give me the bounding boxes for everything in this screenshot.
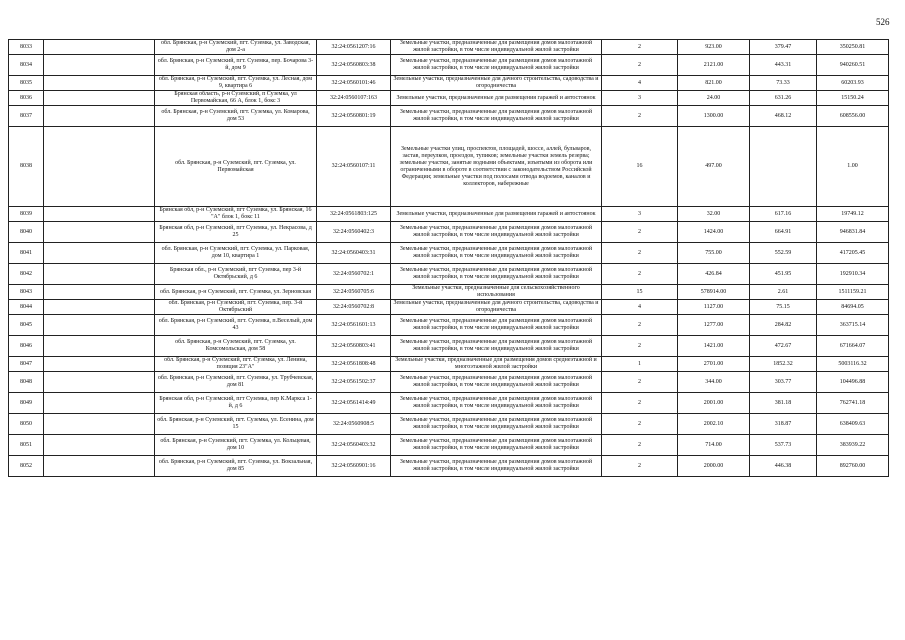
row-spacer	[44, 91, 155, 106]
row-area: 1424.00	[678, 222, 750, 243]
row-specific-value: 443.31	[750, 55, 817, 76]
row-cadastral-number: 32:24:0560803:41	[317, 336, 391, 357]
page-number: 526	[876, 17, 890, 27]
row-address: обл. Брянская, р-н Суземский, пгт. Суземка, ул. Заводская, дом 2-а	[155, 40, 317, 55]
row-address: обл. Брянская, р-н Суземский, пгт. Суземка, ул. Лесная, дом 9, квартира 6	[155, 76, 317, 91]
table-row	[9, 264, 889, 285]
row-cadastral-value: 15150.24	[817, 91, 889, 106]
row-land-use: Земельные участки, предназначенные для размещения домов малоэтажной жилой застройки, в том числе индивидуальной жилой застройки	[391, 456, 602, 477]
row-area: 426.84	[678, 264, 750, 285]
table-row	[9, 76, 889, 91]
table-row	[9, 435, 889, 456]
row-address: Брянская область, р-н Суземский, п Суземка, ул Первомайская, 66 А, блок 1, бокс 3	[155, 91, 317, 106]
table-row	[9, 40, 889, 55]
row-group: 2	[602, 222, 678, 243]
table-row	[9, 393, 889, 414]
row-land-use: Земельные участки, предназначенные для размещения домов малоэтажной жилой застройки, в том числе индивидуальной жилой застройки	[391, 393, 602, 414]
row-cadastral-number: 32:24:0561207:16	[317, 40, 391, 55]
row-address: обл. Брянская, р-н Суземский, пгт. Суземка, ул. Комсомольская, дом 58	[155, 336, 317, 357]
row-cadastral-number: 32:24:0560107:163	[317, 91, 391, 106]
row-land-use: Земельные участки, предназначенные для дачного строительства, садоводства и огородничества	[391, 300, 602, 315]
row-address: обл. Брянская, р-н Суземский, пгт. Суземка, ул. Первомайская	[155, 127, 317, 207]
row-area: 821.00	[678, 76, 750, 91]
row-number: 8036	[9, 91, 44, 106]
row-cadastral-value: 671664.07	[817, 336, 889, 357]
row-cadastral-value: 638409.63	[817, 414, 889, 435]
row-specific-value: 631.26	[750, 91, 817, 106]
table-row	[9, 222, 889, 243]
row-land-use: Земельные участки, предназначенные для размещения гаражей и автостоянок	[391, 207, 602, 222]
row-land-use: Земельные участки, предназначенные для дачного строительства, садоводства и огородничества	[391, 76, 602, 91]
row-specific-value: 472.67	[750, 336, 817, 357]
row-number: 8041	[9, 243, 44, 264]
row-number: 8044	[9, 300, 44, 315]
table-row	[9, 336, 889, 357]
row-specific-value: 303.77	[750, 372, 817, 393]
row-group: 1	[602, 357, 678, 372]
row-land-use: Земельные участки, предназначенные для размещения домов малоэтажной жилой застройки, в том числе индивидуальной жилой застройки	[391, 243, 602, 264]
row-specific-value: 379.47	[750, 40, 817, 55]
row-group: 2	[602, 264, 678, 285]
row-number: 8049	[9, 393, 44, 414]
row-group: 3	[602, 207, 678, 222]
row-cadastral-number: 32:24:0560803:38	[317, 55, 391, 76]
row-specific-value: 284.82	[750, 315, 817, 336]
row-specific-value: 73.33	[750, 76, 817, 91]
row-group: 2	[602, 414, 678, 435]
row-group: 2	[602, 40, 678, 55]
row-land-use: Земельные участки, предназначенные для размещения домов малоэтажной жилой застройки, в том числе индивидуальной жилой застройки	[391, 106, 602, 127]
row-area: 714.00	[678, 435, 750, 456]
row-spacer	[44, 55, 155, 76]
row-spacer	[44, 127, 155, 207]
row-spacer	[44, 372, 155, 393]
row-area: 1300.00	[678, 106, 750, 127]
row-cadastral-number: 32:24:0560403:32	[317, 435, 391, 456]
row-number: 8035	[9, 76, 44, 91]
row-land-use: Земельные участки, предназначенные для размещения домов малоэтажной жилой застройки, в том числе индивидуальной жилой застройки	[391, 435, 602, 456]
row-area: 2121.00	[678, 55, 750, 76]
row-group: 4	[602, 76, 678, 91]
row-cadastral-value: 104496.88	[817, 372, 889, 393]
row-number: 8034	[9, 55, 44, 76]
row-spacer	[44, 264, 155, 285]
row-cadastral-number: 32:24:0560908:5	[317, 414, 391, 435]
row-land-use: Земельные участки, предназначенные для размещения домов малоэтажной жилой застройки, в том числе индивидуальной жилой застройки	[391, 414, 602, 435]
row-cadastral-number: 32:24:0560403:31	[317, 243, 391, 264]
row-spacer	[44, 76, 155, 91]
row-specific-value: 446.38	[750, 456, 817, 477]
row-address: Брянская обл, р-н Суземский, пгт Суземка, ул. Брянская, 16 "А" блок 1, бокс 11	[155, 207, 317, 222]
row-specific-value: 75.15	[750, 300, 817, 315]
table-row	[9, 207, 889, 222]
row-cadastral-value: 363715.14	[817, 315, 889, 336]
row-group: 3	[602, 91, 678, 106]
row-group: 2	[602, 315, 678, 336]
row-area: 923.00	[678, 40, 750, 55]
row-spacer	[44, 414, 155, 435]
row-land-use: Земельные участки, предназначенные для размещения домов малоэтажной жилой застройки, в том числе индивидуальной жилой застройки	[391, 336, 602, 357]
row-address: обл. Брянская, р-н Суземский, пгт. Суземка, ул. Зерновская	[155, 285, 317, 300]
row-number: 8042	[9, 264, 44, 285]
row-cadastral-value: 762741.18	[817, 393, 889, 414]
row-spacer	[44, 40, 155, 55]
row-group: 2	[602, 106, 678, 127]
row-specific-value: 2.61	[750, 285, 817, 300]
row-land-use: Земельные участки, предназначенные для размещения домов малоэтажной жилой застройки, в том числе индивидуальной жилой застройки	[391, 55, 602, 76]
table-row	[9, 127, 889, 207]
row-address: обл. Брянская, р-н Суземский, пгт. Суземка, ул. Ленина, позиция 23"А"	[155, 357, 317, 372]
table-row	[9, 315, 889, 336]
row-area: 2002.10	[678, 414, 750, 435]
row-area: 1277.00	[678, 315, 750, 336]
row-number: 8040	[9, 222, 44, 243]
row-cadastral-value: 946831.84	[817, 222, 889, 243]
row-area: 344.00	[678, 372, 750, 393]
row-address: обл. Брянская, р-н Суземский, пгт. Суземка, ул. Есенина, дом 15	[155, 414, 317, 435]
row-group: 2	[602, 372, 678, 393]
cadastral-value-table	[8, 39, 889, 477]
row-cadastral-number: 32:24:0561808:48	[317, 357, 391, 372]
row-cadastral-value: 940260.51	[817, 55, 889, 76]
row-specific-value: 537.73	[750, 435, 817, 456]
row-cadastral-value: 192910.34	[817, 264, 889, 285]
row-land-use: Земельные участки, предназначенные для размещения домов малоэтажной жилой застройки, в том числе индивидуальной жилой застройки	[391, 222, 602, 243]
row-group: 2	[602, 336, 678, 357]
row-cadastral-value: 417205.45	[817, 243, 889, 264]
row-cadastral-number: 32:24:0560402:3	[317, 222, 391, 243]
row-address: обл. Брянская, р-н Суземский, пгт. Суземка, п.Веселый, дом 43	[155, 315, 317, 336]
row-specific-value: 617.16	[750, 207, 817, 222]
row-number: 8038	[9, 127, 44, 207]
row-spacer	[44, 207, 155, 222]
row-spacer	[44, 336, 155, 357]
row-address: обл. Брянская, р-н Суземский, пгт. Суземка, ул. Трубчевская, дом 81	[155, 372, 317, 393]
row-land-use: Земельные участки, предназначенные для размещения домов малоэтажной жилой застройки, в том числе индивидуальной жилой застройки	[391, 315, 602, 336]
table-row	[9, 91, 889, 106]
table-row	[9, 285, 889, 300]
row-area: 1421.00	[678, 336, 750, 357]
row-address: обл. Брянская, р-н Суземский, пгт. Суземка, ул. Вокзальная, дом 85	[155, 456, 317, 477]
row-cadastral-value: 383939.22	[817, 435, 889, 456]
row-spacer	[44, 300, 155, 315]
row-cadastral-value: 19749.12	[817, 207, 889, 222]
row-area: 1127.00	[678, 300, 750, 315]
row-spacer	[44, 243, 155, 264]
row-land-use: Земельные участки, предназначенные для размещения домов малоэтажной жилой застройки, в том числе индивидуальной жилой застройки	[391, 40, 602, 55]
row-area: 578914.00	[678, 285, 750, 300]
table-row	[9, 456, 889, 477]
row-group: 15	[602, 285, 678, 300]
row-specific-value: 664.91	[750, 222, 817, 243]
row-number: 8052	[9, 456, 44, 477]
row-address: Брянская обл., р-н Суземский, пгт Суземка, пер 3-й Октябрьский, д 6	[155, 264, 317, 285]
row-spacer	[44, 106, 155, 127]
row-number: 8048	[9, 372, 44, 393]
row-cadastral-value: 892760.00	[817, 456, 889, 477]
table-body	[9, 40, 889, 477]
row-number: 8043	[9, 285, 44, 300]
row-specific-value: 318.87	[750, 414, 817, 435]
row-number: 8045	[9, 315, 44, 336]
row-address: обл. Брянская, р-н Суземский, пгт. Суземка, пер. 3-й Октябрьский	[155, 300, 317, 315]
row-cadastral-number: 32:24:0561803:125	[317, 207, 391, 222]
row-group: 2	[602, 393, 678, 414]
row-cadastral-number: 32:24:0561502:37	[317, 372, 391, 393]
table-row	[9, 243, 889, 264]
row-cadastral-value: 350250.81	[817, 40, 889, 55]
row-spacer	[44, 222, 155, 243]
row-cadastral-number: 32:24:0560705:6	[317, 285, 391, 300]
row-area: 497.00	[678, 127, 750, 207]
row-address: обл. Брянская, р-н Суземский, пгт. Суземка, ул. Парковая, дом 10, квартира 1	[155, 243, 317, 264]
row-specific-value	[750, 127, 817, 207]
row-address: обл. Брянская, р-н Суземский, пгт. Суземка, ул. Кольцевая, дом 10	[155, 435, 317, 456]
row-cadastral-number: 32:24:0560801:19	[317, 106, 391, 127]
table-row	[9, 106, 889, 127]
row-group: 16	[602, 127, 678, 207]
row-land-use: Земельные участки, предназначенные для сельскохозяйственного использования	[391, 285, 602, 300]
row-specific-value: 1852.32	[750, 357, 817, 372]
row-group: 2	[602, 456, 678, 477]
row-spacer	[44, 456, 155, 477]
row-number: 8050	[9, 414, 44, 435]
row-area: 32.00	[678, 207, 750, 222]
row-group: 2	[602, 243, 678, 264]
table-row	[9, 300, 889, 315]
row-number: 8039	[9, 207, 44, 222]
row-number: 8037	[9, 106, 44, 127]
table-row	[9, 414, 889, 435]
row-group: 2	[602, 55, 678, 76]
row-land-use: Земельные участки улиц, проспектов, площадей, шоссе, аллей, бульваров, застав, переулков, проездов, тупиков; земельные участки земель резерва; земельные участки, занятые водными объектами, изъятыми из оборота или ограниченными в обороте в соответствии с законодательством Российской Федерации; земельные участки под полосами отвода водоемов, каналов и коллекторов, набережные	[391, 127, 602, 207]
row-address: обл. Брянская, р-н Суземский, пгт. Суземка, пер. Бочарова 3-й, дом 9	[155, 55, 317, 76]
row-area: 2001.00	[678, 393, 750, 414]
row-cadastral-number: 32:24:0560107:11	[317, 127, 391, 207]
row-cadastral-number: 32:24:0561601:13	[317, 315, 391, 336]
row-cadastral-value: 60203.93	[817, 76, 889, 91]
row-spacer	[44, 357, 155, 372]
row-cadastral-value: 608556.00	[817, 106, 889, 127]
table-row	[9, 357, 889, 372]
row-area: 24.00	[678, 91, 750, 106]
row-number: 8033	[9, 40, 44, 55]
row-land-use: Земельные участки, предназначенные для размещения домов малоэтажной жилой застройки, в том числе индивидуальной жилой застройки	[391, 264, 602, 285]
row-specific-value: 468.12	[750, 106, 817, 127]
row-group: 2	[602, 435, 678, 456]
row-cadastral-number: 32:24:0560101:46	[317, 76, 391, 91]
row-spacer	[44, 285, 155, 300]
row-area: 2000.00	[678, 456, 750, 477]
row-specific-value: 552.59	[750, 243, 817, 264]
row-address: обл. Брянская, р-н Суземский, пгт. Суземка, ул. Комарова, дом 53	[155, 106, 317, 127]
table-row	[9, 55, 889, 76]
row-address: Брянская обл, р-н Суземский, пгт Суземка, ул. Некрасова, д 25	[155, 222, 317, 243]
row-group: 4	[602, 300, 678, 315]
row-number: 8046	[9, 336, 44, 357]
row-cadastral-value: 84694.05	[817, 300, 889, 315]
row-cadastral-number: 32:24:0561414:49	[317, 393, 391, 414]
row-specific-value: 451.95	[750, 264, 817, 285]
row-spacer	[44, 315, 155, 336]
row-cadastral-value: 1.00	[817, 127, 889, 207]
row-address: Брянская обл, р-н Суземский, пгт Суземка, пер К.Маркса 1-й, д 6	[155, 393, 317, 414]
row-area: 755.00	[678, 243, 750, 264]
row-land-use: Земельные участки, предназначенные для размещения домов среднеэтажной и многоэтажной жилой застройки	[391, 357, 602, 372]
row-spacer	[44, 435, 155, 456]
table-row	[9, 372, 889, 393]
row-cadastral-number: 32:24:0560702:1	[317, 264, 391, 285]
row-cadastral-number: 32:24:0560702:8	[317, 300, 391, 315]
row-number: 8051	[9, 435, 44, 456]
row-spacer	[44, 393, 155, 414]
row-area: 2701.00	[678, 357, 750, 372]
row-specific-value: 381.18	[750, 393, 817, 414]
row-cadastral-value: 1511159.21	[817, 285, 889, 300]
row-number: 8047	[9, 357, 44, 372]
row-cadastral-value: 5003116.32	[817, 357, 889, 372]
row-land-use: Земельные участки, предназначенные для размещения домов малоэтажной жилой застройки, в том числе индивидуальной жилой застройки	[391, 372, 602, 393]
row-land-use: Земельные участки, предназначенные для размещения гаражей и автостоянок	[391, 91, 602, 106]
row-cadastral-number: 32:24:0560901:16	[317, 456, 391, 477]
